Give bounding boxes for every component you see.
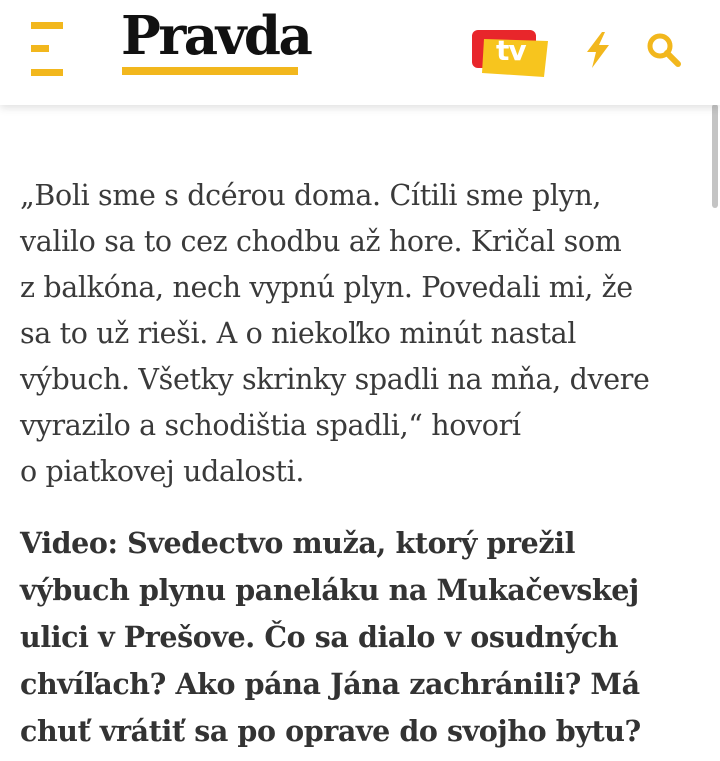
- menu-bar-bottom: [31, 69, 63, 76]
- logo-text: Pravda: [121, 5, 311, 67]
- video-caption-paragraph: [20, 520, 705, 755]
- quote-line: vyrazilo a schodištia spadli,“ hovorí: [20, 409, 521, 442]
- caption-line: Video: Svedectvo muža, ktorý prežil: [20, 526, 575, 560]
- top-header: [0, 0, 720, 105]
- tv-label: tv: [496, 34, 526, 67]
- quote-line: sa to už rieši. A o niekoľko minút nastal: [20, 317, 577, 350]
- pravda-logo[interactable]: [121, 4, 310, 76]
- logo-underline: [122, 67, 298, 75]
- article-quote-paragraph: [20, 173, 705, 495]
- caption-line: ulici v Prešove. Čo sa dialo v osudných: [20, 620, 619, 654]
- menu-bar-middle: [31, 45, 49, 52]
- quote-line: „Boli sme s dcérou doma. Cítili sme plyn,: [20, 179, 602, 212]
- lightning-bolt-icon[interactable]: [583, 31, 613, 69]
- tv-icon[interactable]: [472, 27, 548, 77]
- hamburger-menu-icon[interactable]: [26, 22, 70, 76]
- caption-line: výbuch plynu paneláku na Mukačevskej: [20, 573, 639, 607]
- menu-bar-top: [31, 22, 63, 29]
- quote-line: výbuch. Všetky skrinky spadli na mňa, dvere: [20, 363, 650, 396]
- caption-line: chuť vrátiť sa po oprave do svojho bytu?: [20, 714, 641, 748]
- scrollbar-thumb[interactable]: [712, 104, 718, 208]
- caption-line: chvíľach? Ako pána Jána zachránili? Má: [20, 667, 640, 701]
- quote-line: o piatkovej udalosti.: [20, 455, 305, 488]
- quote-line: z balkóna, nech vypnú plyn. Povedali mi, že: [20, 271, 633, 304]
- search-icon[interactable]: [645, 32, 685, 68]
- quote-line: valilo sa to cez chodbu až hore. Kričal som: [20, 225, 622, 258]
- page-scrollbar[interactable]: [709, 104, 720, 761]
